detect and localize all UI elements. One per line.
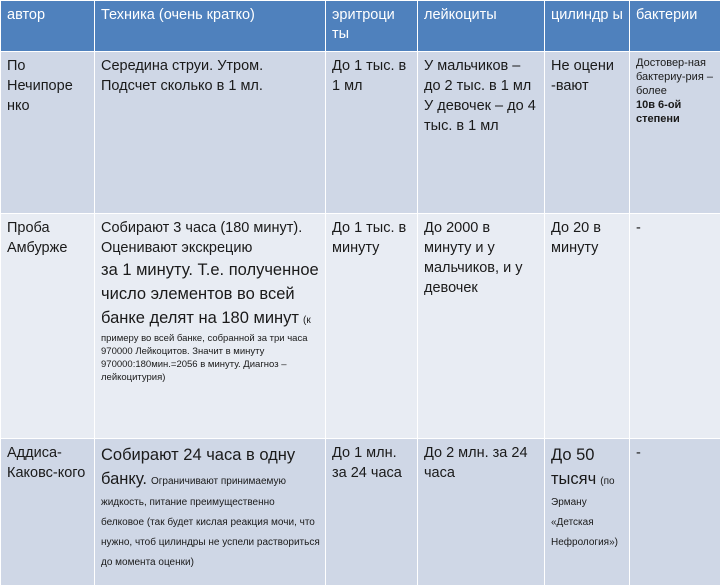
leukocytes-cell: До 2 млн. за 24 часа (418, 439, 545, 586)
cylinders-value: До 50 тысяч (551, 446, 596, 488)
cylinders-source: (по Эрману «Детская Нефрология») (551, 476, 618, 548)
header-bacteria: бактерии (630, 1, 720, 52)
bacteria-text: Достовер-ная бактериу-рия – более (636, 56, 715, 98)
author-cell: Аддиса-Каковс-кого (1, 439, 95, 586)
header-leukocytes: лейкоциты (418, 1, 545, 52)
bacteria-threshold: 10в 6-ой степени (636, 98, 715, 126)
technique-cell: Середина струи. Утром. Подсчет сколько в 1 мл. (95, 52, 326, 214)
erythrocytes-cell: До 1 тыс. в 1 мл (326, 52, 418, 214)
technique-text: Собирают 24 часа в одну банку. (101, 446, 295, 488)
technique-text: Собирают 3 часа (180 минут). Оценивают экскрецию (101, 218, 320, 258)
erythrocytes-cell: До 1 млн. за 24 часа (326, 439, 418, 586)
header-cylinders: цилиндр ы (545, 1, 630, 52)
technique-example-open: (к (303, 315, 311, 326)
header-erythrocytes: эритроци ты (326, 1, 418, 52)
technique-example: примеру во всей банке, собранной за три часа 970000 Лейкоцитов. Значит в минуту 970000:180мин.=2056 в минуту. Диагноз – лейкоцитурия) (101, 332, 320, 384)
technique-emphasis: за 1 минуту. Т.е. полученное число элементов во всей банке делят на 180 минут (101, 261, 319, 327)
bacteria-cell: - (630, 439, 720, 586)
header-author: автор (1, 1, 95, 52)
bacteria-cell (630, 52, 720, 214)
technique-cell (95, 214, 326, 439)
leukocytes-girls: У девочек – до 4 тыс. в 1 мл (424, 96, 539, 136)
cylinders-cell: До 20 в минуту (545, 214, 630, 439)
author-cell: По Нечипоре нко (1, 52, 95, 214)
table-row (1, 52, 720, 214)
table-row (1, 214, 720, 439)
technique-note: Ограничивают принимаемую жидкость, питание преимущественно белковое (так будет кислая реакция мочи, что нужно, чтоб цилиндры не успели раствориться до момента оценки) (101, 476, 320, 568)
header-technique: Техника (очень кратко) (95, 1, 326, 52)
bacteria-cell: - (630, 214, 720, 439)
leukocytes-boys: У мальчиков – до 2 тыс. в 1 мл (424, 56, 539, 96)
cylinders-cell (545, 439, 630, 586)
header-row (1, 1, 720, 52)
cylinders-cell: Не оцени -вают (545, 52, 630, 214)
leukocytes-cell (418, 52, 545, 214)
author-cell: Проба Амбурже (1, 214, 95, 439)
technique-cell (95, 439, 326, 586)
table-row (1, 439, 720, 586)
erythrocytes-cell: До 1 тыс. в минуту (326, 214, 418, 439)
leukocytes-cell: До 2000 в минуту и у мальчиков, и у девочек (418, 214, 545, 439)
